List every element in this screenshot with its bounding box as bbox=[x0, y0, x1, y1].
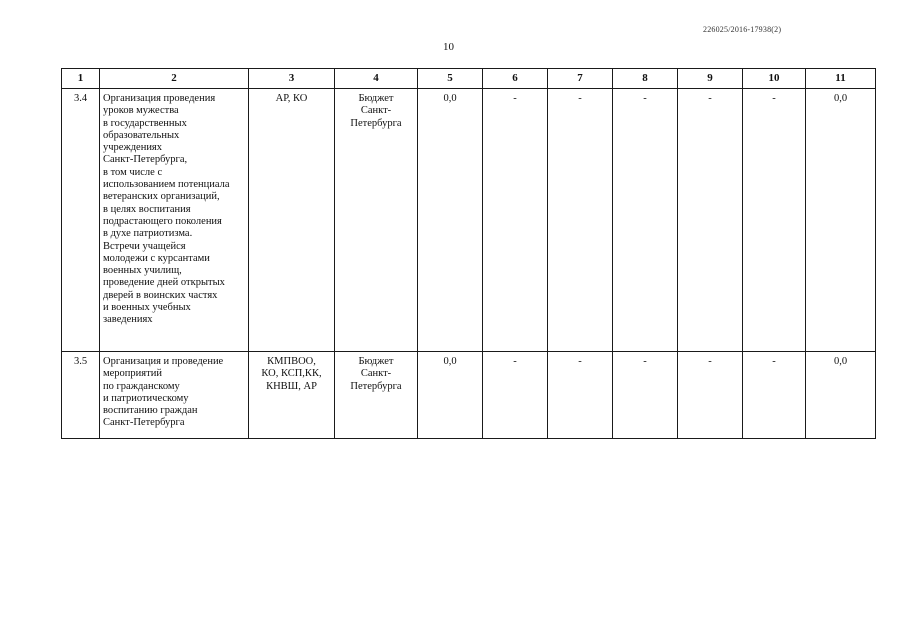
value-cell: 0,0 bbox=[418, 352, 483, 439]
value-cell: - bbox=[678, 89, 743, 352]
description-line: воспитанию граждан bbox=[103, 405, 198, 417]
description-line: Встречи учащейся bbox=[103, 240, 186, 252]
description-line: подрастающего поколения bbox=[103, 215, 222, 227]
column-header: 8 bbox=[613, 69, 678, 89]
description-line: уроков мужества bbox=[103, 105, 179, 117]
activity-description bbox=[100, 89, 249, 352]
description-line: ветеранских организаций, bbox=[103, 191, 220, 203]
description-line: заведениях bbox=[103, 314, 153, 326]
value-cell: - bbox=[613, 352, 678, 439]
description-line: дверей в воинских частях bbox=[103, 289, 218, 301]
item-number: 3.5 bbox=[62, 352, 100, 439]
description-line: Организация и проведение bbox=[103, 356, 224, 367]
executor-cell bbox=[249, 89, 335, 352]
description-line: молодежи с курсантами bbox=[103, 252, 210, 264]
document-id: 226025/2016-17938(2) bbox=[703, 25, 782, 34]
column-header: 7 bbox=[548, 69, 613, 89]
funding-source-cell bbox=[335, 89, 418, 352]
executor-line: КМПВОО, bbox=[267, 356, 316, 367]
column-header: 11 bbox=[806, 69, 876, 89]
program-table bbox=[61, 68, 876, 439]
value-cell: 0,0 bbox=[806, 352, 876, 439]
description-line: учреждениях bbox=[103, 142, 163, 154]
description-line: и патриотическому bbox=[103, 392, 189, 404]
value-cell: - bbox=[548, 89, 613, 352]
value-cell: - bbox=[483, 89, 548, 352]
description-line: в том числе с bbox=[103, 166, 163, 178]
funding-source-line: Петербурга bbox=[350, 380, 402, 392]
description-line: образовательных bbox=[103, 129, 180, 141]
column-header: 9 bbox=[678, 69, 743, 89]
description-line: Санкт-Петербурга bbox=[103, 417, 185, 429]
column-header: 6 bbox=[483, 69, 548, 89]
value-cell: 0,0 bbox=[418, 89, 483, 352]
column-header: 1 bbox=[62, 69, 100, 89]
activity-description bbox=[100, 352, 249, 439]
value-cell: 0,0 bbox=[806, 89, 876, 352]
executor-cell bbox=[249, 352, 335, 439]
executor-line: АР, КО bbox=[275, 93, 308, 104]
table-header-row bbox=[62, 69, 876, 89]
value-cell: - bbox=[743, 352, 806, 439]
funding-source-line: Бюджет bbox=[358, 356, 394, 367]
value-cell: - bbox=[548, 352, 613, 439]
description-line: использованием потенциала bbox=[103, 179, 230, 191]
description-line: в целях воспитания bbox=[103, 203, 191, 215]
item-number: 3.4 bbox=[62, 89, 100, 352]
funding-source-line: Петербурга bbox=[350, 117, 402, 129]
description-line: по гражданскому bbox=[103, 380, 180, 392]
funding-source-line: Санкт- bbox=[360, 368, 392, 380]
description-line: в духе патриотизма. bbox=[103, 228, 193, 240]
table-row bbox=[62, 89, 876, 352]
description-line: мероприятий bbox=[103, 368, 162, 380]
executor-line: КНВШ, АР bbox=[266, 380, 317, 392]
column-header: 2 bbox=[100, 69, 249, 89]
description-line: проведение дней открытых bbox=[103, 277, 225, 289]
description-line: военных училищ, bbox=[103, 265, 182, 277]
column-header: 3 bbox=[249, 69, 335, 89]
value-cell: - bbox=[678, 352, 743, 439]
funding-source-line: Бюджет bbox=[358, 93, 394, 104]
funding-source-cell bbox=[335, 352, 418, 439]
value-cell: - bbox=[483, 352, 548, 439]
column-header: 5 bbox=[418, 69, 483, 89]
table-row bbox=[62, 352, 876, 439]
value-cell: - bbox=[743, 89, 806, 352]
description-line: в государственных bbox=[103, 117, 187, 129]
column-header: 10 bbox=[743, 69, 806, 89]
value-cell: - bbox=[613, 89, 678, 352]
page-number: 10 bbox=[443, 41, 454, 53]
funding-source-line: Санкт- bbox=[360, 105, 392, 117]
description-line: Организация проведения bbox=[103, 93, 216, 104]
column-header: 4 bbox=[335, 69, 418, 89]
description-line: Санкт-Петербурга, bbox=[103, 154, 188, 166]
executor-line: КО, КСП,КК, bbox=[261, 368, 322, 380]
description-line: и военных учебных bbox=[103, 302, 191, 314]
